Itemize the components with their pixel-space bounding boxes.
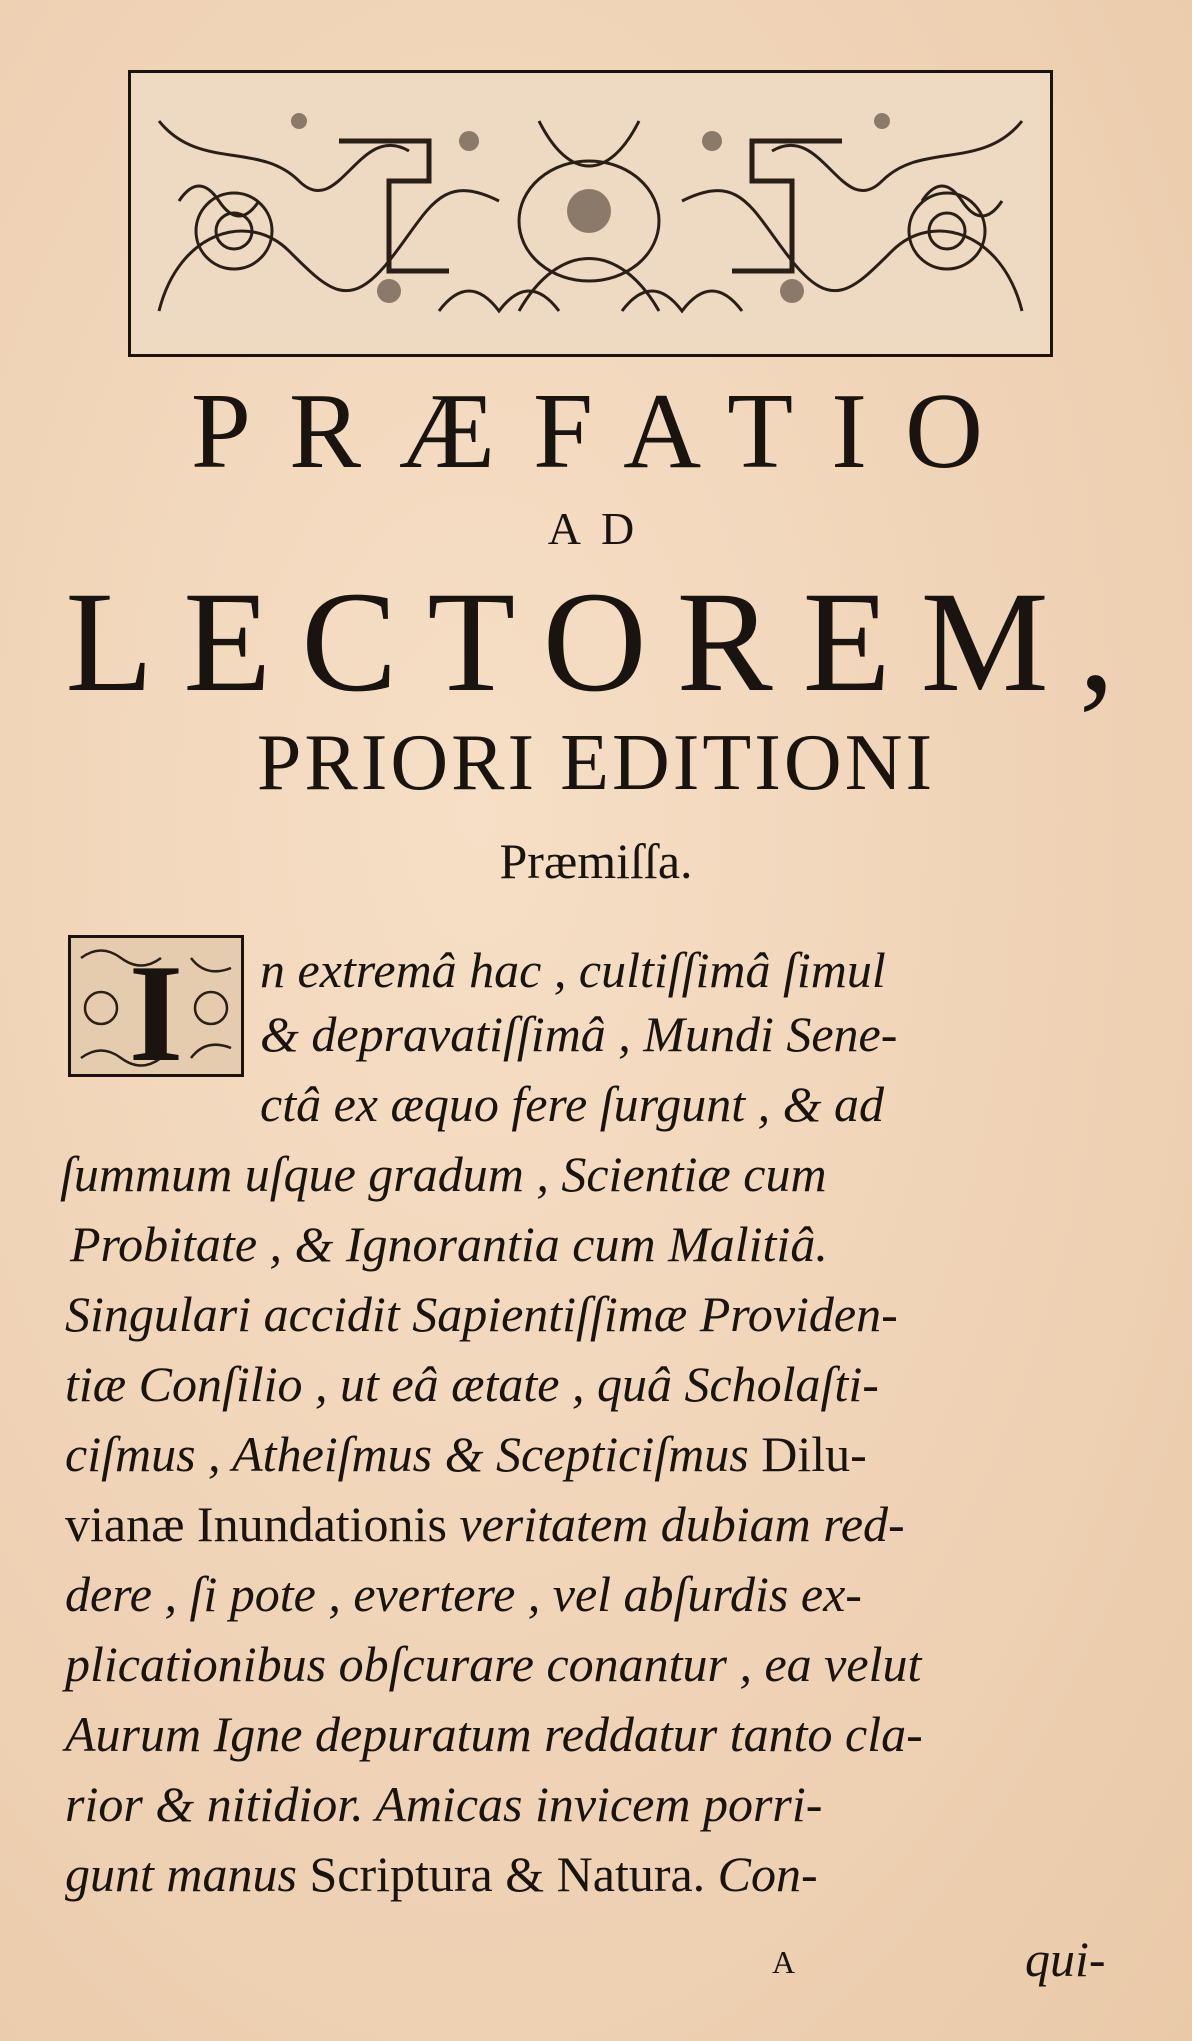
title-lectorem: LECTOREM,: [65, 563, 1145, 722]
title-ad: AD: [547, 503, 655, 554]
text-line-14: [65, 1844, 818, 1904]
text-line-10: dere , ſi pote , evertere , vel abſurdis ex-: [65, 1566, 862, 1622]
text-line-7: tiæ Conſilio , ut eâ ætate , quâ Scholaſti-: [65, 1356, 879, 1412]
ornamental-headpiece: [128, 70, 1053, 357]
catchword: qui-: [1025, 1931, 1106, 1987]
ornament-engraving: [139, 81, 1042, 346]
text-line-14-italic-a: gunt manus: [65, 1846, 310, 1902]
decorated-initial: [68, 935, 244, 1077]
text-line-13: rior & nitidior. Amicas invicem porri-: [65, 1776, 823, 1832]
text-line-2: & depravatiſſimâ , Mundi Sene-: [260, 1006, 898, 1062]
text-line-9-roman: vianæ Inundationis: [65, 1496, 460, 1552]
text-line-8: [65, 1424, 867, 1484]
text-line-14-roman: Scriptura & Natura.: [309, 1846, 706, 1902]
signature-mark: A: [772, 1944, 796, 1980]
text-line-1: n extremâ hac , cultiſſimâ ſimul: [260, 942, 886, 998]
text-line-11: plicationibus obſcurare conantur , ea velut: [65, 1636, 922, 1692]
text-line-8-italic: ciſmus , Atheiſmus & Scepticiſmus: [65, 1426, 762, 1482]
text-line-9-italic: veritatem dubiam red-: [459, 1496, 905, 1552]
title-praefatio: PRÆFATIO: [190, 372, 1022, 491]
text-line-12: Aurum Igne depuratum reddatur tanto cla-: [65, 1706, 923, 1762]
text-line-4: ſummum uſque gradum , Scientiæ cum: [60, 1146, 827, 1202]
text-line-6: Singulari accidit Sapientiſſimæ Providen-: [65, 1286, 898, 1342]
text-line-9: [65, 1494, 905, 1554]
initial-letter: I: [128, 938, 184, 1074]
title-praemissa: Præmiſſa.: [499, 833, 693, 889]
initial-ornament: [71, 938, 241, 1074]
text-line-3: ctâ ex æquo fere ſurgunt , & ad: [260, 1076, 884, 1132]
text-line-14-italic-b: Con-: [705, 1846, 818, 1902]
text-line-5: Probitate , & Ignorantia cum Malitiâ.: [70, 1216, 828, 1272]
title-priori-editioni: PRIORI EDITIONI: [256, 719, 936, 807]
text-line-8-roman: Dilu-: [761, 1426, 867, 1482]
